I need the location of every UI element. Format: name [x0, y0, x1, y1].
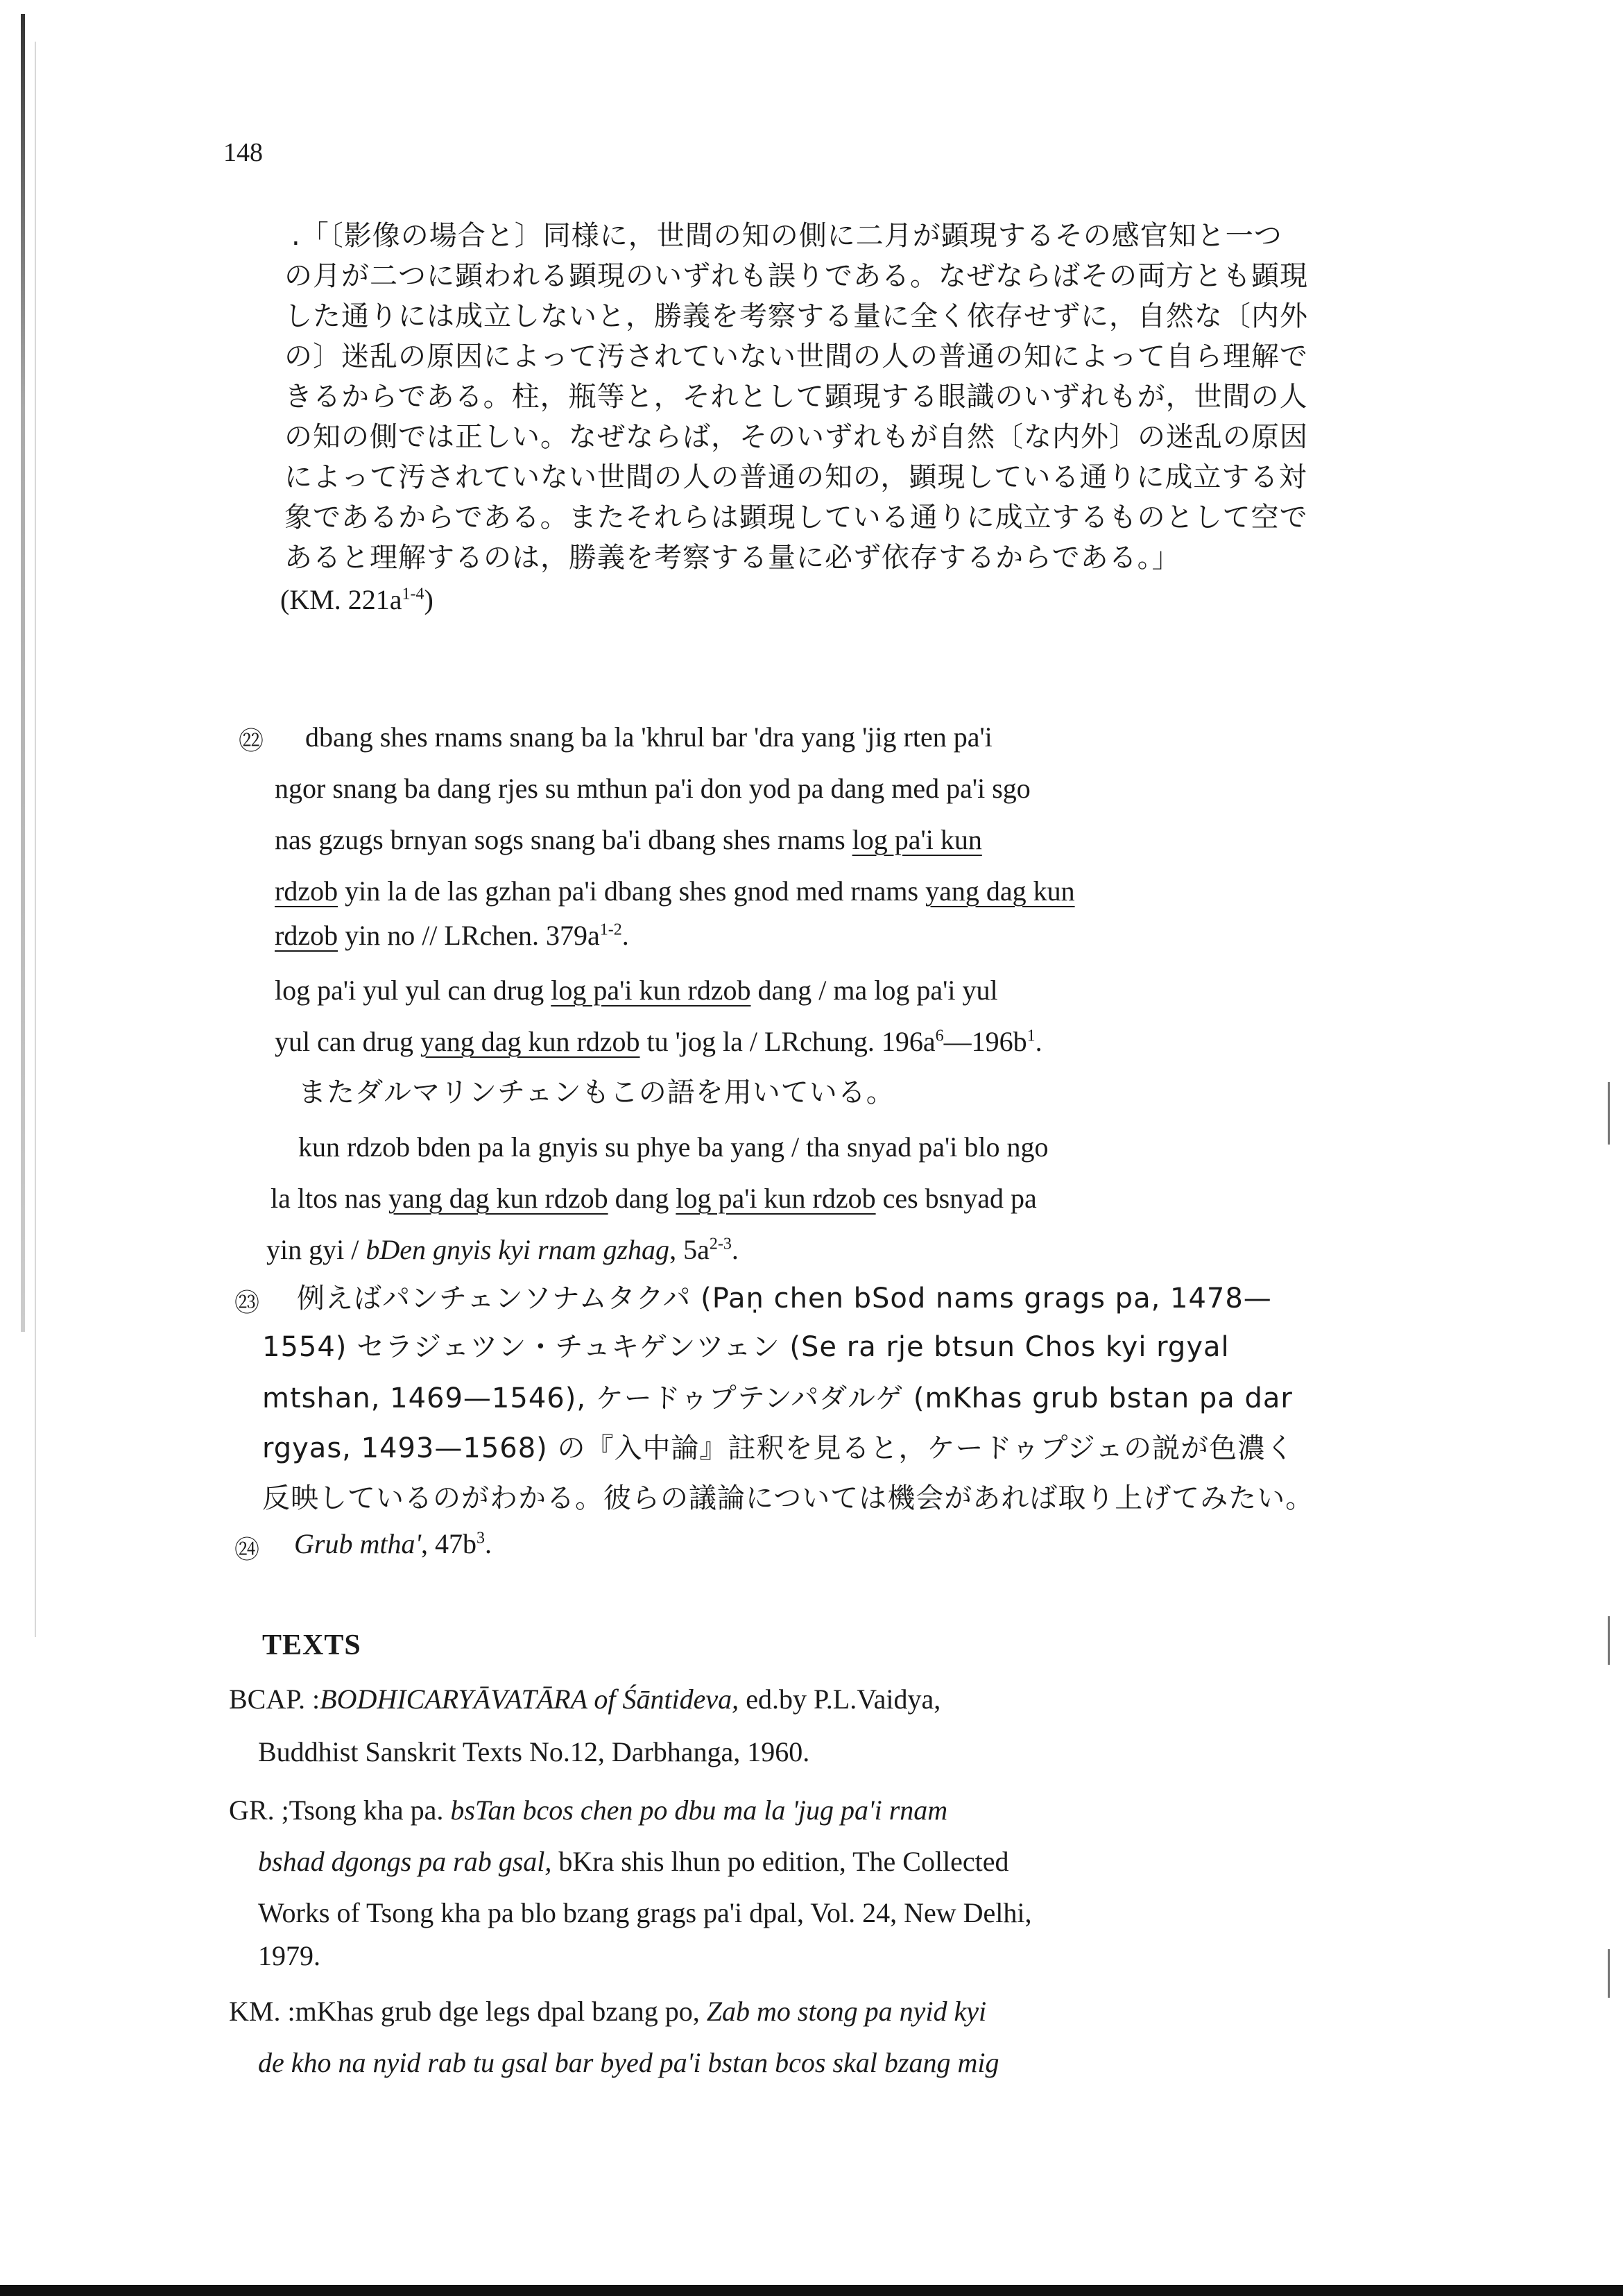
quote-line: した通りには成立しないと，勝義を考察する量に全く依存せずに，自然な〔内外 [284, 300, 1308, 332]
note-line: またダルマリンチェンもこの語を用いている。 [298, 1077, 895, 1108]
text-span: . [621, 920, 629, 951]
underlined-term: log pa'i kun rdzob [676, 1183, 876, 1214]
scan-shadow-left [21, 14, 25, 1332]
note-number: ㉒ [239, 727, 265, 755]
note-line: rgyas, 1493—1568) の『入中論』註釈を見ると，ケードゥプジェの説が色濃く [262, 1432, 1295, 1464]
text-span: ces bsnyad pa [875, 1183, 1037, 1214]
scan-line-left [35, 42, 36, 1637]
quote-line: によって汚されていない世間の人の普通の知の，顕現している通りに成立する対 [284, 461, 1307, 493]
text-span: bKra shis lhun po edition, The Collected [551, 1846, 1009, 1877]
text-span: . [1035, 1026, 1042, 1057]
underlined-term: rdzob [275, 875, 338, 907]
note-line [275, 922, 629, 950]
note-line: 反映しているのがわかる。彼らの議論については機会があれば取り上げてみたい。 [262, 1482, 1314, 1514]
bib-entry-gr [229, 1794, 948, 1826]
reference-close: ) [424, 584, 433, 615]
note-line [270, 1185, 1037, 1213]
note-line: kun rdzob bden pa la gnyis su phye ba yang / tha snyad pa'i blo ngo [298, 1131, 1049, 1163]
italic-title: bDen gnyis kyi rnam gzhag [366, 1234, 670, 1265]
bib-entry-bcap [229, 1686, 941, 1713]
bib-entry-km [229, 1998, 986, 2025]
text-span: nas gzugs brnyan sogs snang ba'i dbang shes rnams [275, 824, 852, 855]
bib-line: 1979. [258, 1940, 320, 1971]
note-line [266, 1236, 739, 1264]
bib-line [258, 1848, 1009, 1876]
text-span: dang / ma log pa'i yul [750, 975, 998, 1006]
text-span: —196b [943, 1026, 1027, 1057]
note-line [275, 1028, 1042, 1056]
note-line [275, 977, 998, 1004]
scan-mark-right [1608, 1616, 1610, 1665]
text-span: , 47b [421, 1528, 477, 1559]
underlined-term: yang dag kun rdzob [420, 1026, 640, 1057]
text-span: yin la de las gzhan pa'i dbang shes gnod med rnams [338, 875, 926, 907]
text-span: yin gyi / [266, 1234, 366, 1265]
bib-title: bsTan bcos chen po dbu ma la 'jug pa'i rnam [450, 1794, 948, 1826]
bib-abbr: KM. :mKhas grub dge legs dpal bzang po, [229, 1996, 707, 2027]
underlined-term: log pa'i kun [852, 824, 982, 855]
bib-line [258, 2049, 999, 2077]
quote-line: きるからである。柱，瓶等と，それとして顕現する眼識のいずれもが，世間の人 [284, 381, 1308, 413]
note-line: 1554) セラジェツン・チュキゲンツェン (Se ra rje btsun Chos kyi rgyal [262, 1331, 1230, 1363]
texts-heading: TEXTS [262, 1629, 361, 1661]
note-line: ngor snang ba dang rjes su mthun pa'i don yod pa dang med pa'i sgo [275, 773, 1031, 804]
text-span: dang [608, 1183, 676, 1214]
quote-line: の〕迷乱の原因によって汚されていない世間の人の普通の知によって自ら理解で [284, 341, 1308, 372]
scan-mark-right [1608, 1082, 1610, 1145]
text-span: yul can drug [275, 1026, 420, 1057]
superscript: 1-2 [599, 920, 622, 939]
superscript: 3 [476, 1529, 486, 1548]
text-span: . [731, 1234, 739, 1265]
superscript: 6 [935, 1027, 944, 1045]
bib-abbr: GR. ;Tsong kha pa. [229, 1794, 451, 1826]
bib-title: de kho na nyid rab tu gsal bar byed pa'i bstan bcos skal bzang mig [258, 2047, 999, 2078]
text-span: la ltos nas [270, 1183, 388, 1214]
bib-line: Works of Tsong kha pa blo bzang grags pa'i dpal, Vol. 24, New Delhi, [258, 1897, 1032, 1928]
quote-line: 象であるからである。またそれらは顕現している通りに成立するものとして空で [284, 502, 1308, 533]
italic-title: Grub mtha' [294, 1528, 422, 1559]
text-span: ed.by P.L.Vaidya, [739, 1684, 941, 1715]
quote-line: の月が二つに顕われる顕現のいずれも誤りである。なぜならばその両方とも顕現 [284, 260, 1308, 292]
note-number: ㉓ [234, 1289, 261, 1317]
text-span: . [485, 1528, 492, 1559]
note-line [275, 877, 1075, 905]
text-span: log pa'i yul yul can drug [275, 975, 551, 1006]
underlined-term: yang dag kun [925, 875, 1075, 907]
scan-mark-right [1608, 1949, 1610, 1998]
quote-line: あると理解するのは，勝義を考察する量に必ず依存するからである。」 [284, 542, 1180, 574]
note-line: 例えばパンチェンソナムタクパ (Paṇ chen bSod nams grags pa, 1478— [297, 1283, 1272, 1314]
scan-bottom-edge [0, 2285, 1623, 2296]
underlined-term: log pa'i kun rdzob [551, 975, 751, 1006]
note-line: mtshan, 1469—1546), ケードゥプテンパダルゲ (mKhas grub bstan pa dar [262, 1382, 1293, 1414]
bib-title: bshad dgongs pa rab gsal, [258, 1846, 552, 1877]
note-line [275, 826, 982, 854]
bib-abbr: BCAP. : [229, 1684, 320, 1715]
note-line [294, 1530, 492, 1558]
quote-line: の知の側では正しい。なぜならば，そのいずれもが自然〔な内外〕の迷乱の原因 [284, 421, 1308, 453]
underlined-term: rdzob [275, 920, 338, 951]
note-number: ㉔ [234, 1536, 261, 1564]
superscript: 2-3 [709, 1235, 732, 1253]
underlined-term: yang dag kun rdzob [388, 1183, 608, 1214]
bib-title: BODHICARYĀVATĀRA of Śāntideva, [320, 1684, 739, 1715]
text-span: yin no // LRchen. 379a [338, 920, 600, 951]
reference-text: (KM. 221a [280, 584, 402, 615]
superscript: 1 [1027, 1027, 1036, 1045]
page-number: 148 [223, 138, 263, 167]
note-line: dbang shes rnams snang ba la 'khrul bar 'dra yang 'jig rten pa'i [305, 721, 993, 753]
reference-sup: 1-4 [402, 585, 424, 603]
bib-line: Buddhist Sanskrit Texts No.12, Darbhanga, 1960. [258, 1736, 810, 1767]
text-span: , 5a [669, 1234, 710, 1265]
quote-reference [280, 586, 433, 614]
text-span: tu 'jog la / LRchung. 196a [639, 1026, 936, 1057]
quote-line: .「〔影像の場合と〕同様に，世間の知の側に二月が顕現するその感官知と一つ [291, 220, 1282, 252]
bib-title: Zab mo stong pa nyid kyi [706, 1996, 987, 2027]
